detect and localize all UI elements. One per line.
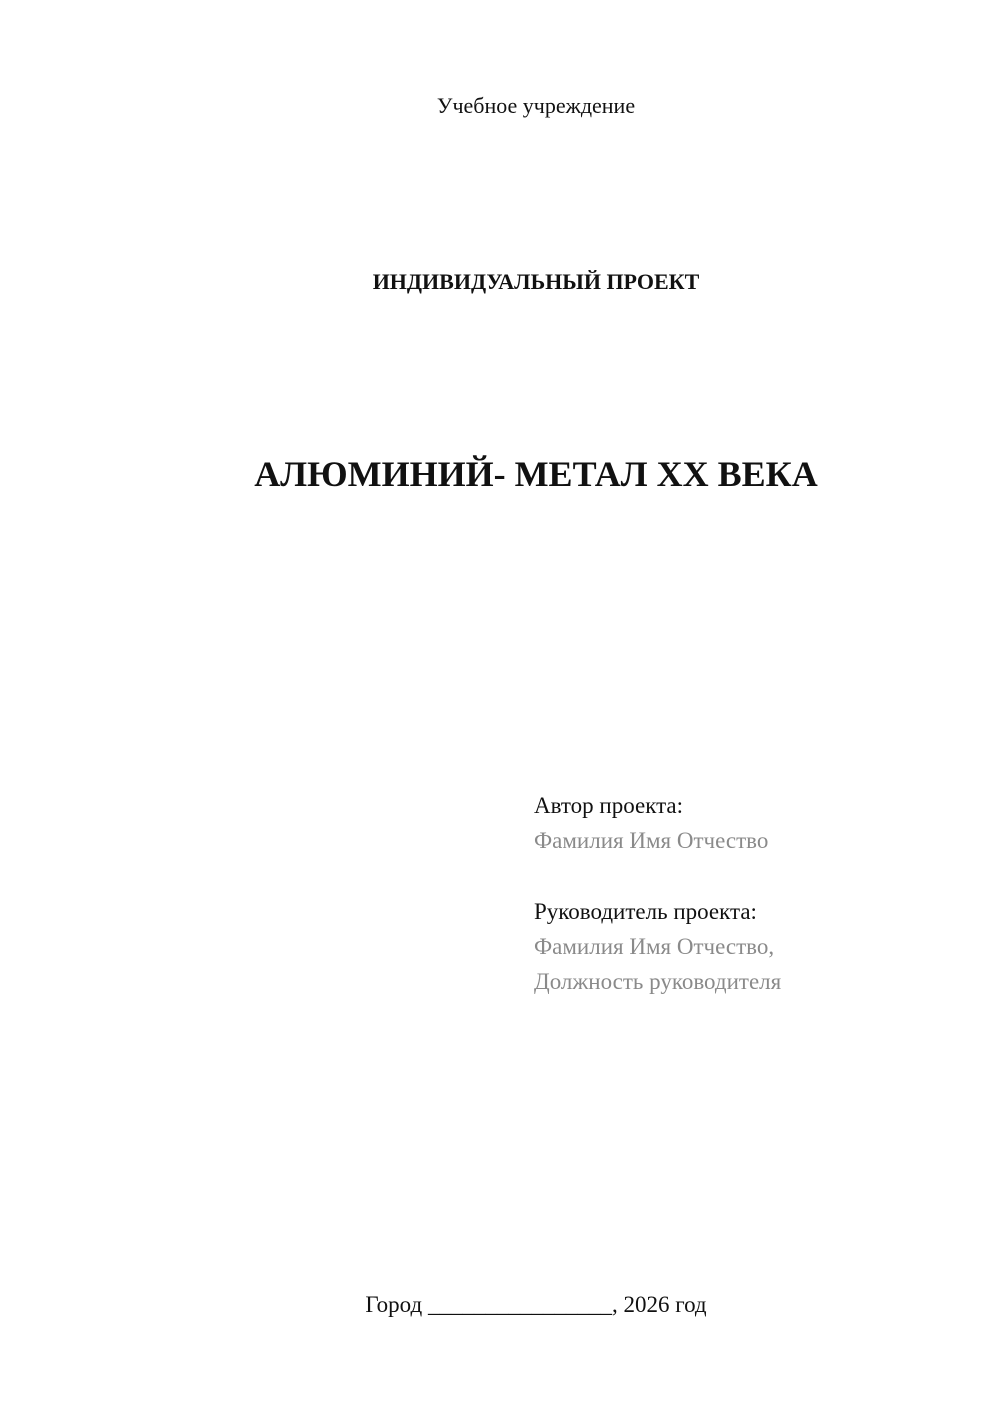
supervisor-name: Фамилия Имя Отчество, bbox=[534, 934, 775, 959]
institution-name: Учебное учреждение bbox=[436, 93, 636, 118]
author-name: Фамилия Имя Отчество bbox=[534, 828, 769, 853]
project-title: АЛЮМИНИЙ- МЕТАЛ ХХ ВЕКА bbox=[254, 454, 818, 494]
author-label: Автор проекта: bbox=[534, 793, 683, 818]
document-type: ИНДИВИДУАЛЬНЫЙ ПРОЕКТ bbox=[372, 269, 700, 294]
city-year-line: Город ________________, 2026 год bbox=[365, 1292, 707, 1317]
credits-spacer bbox=[534, 858, 974, 894]
credits-block bbox=[534, 788, 974, 999]
supervisor-position: Должность руководителя bbox=[534, 969, 782, 994]
supervisor-label: Руководитель проекта: bbox=[534, 899, 757, 924]
